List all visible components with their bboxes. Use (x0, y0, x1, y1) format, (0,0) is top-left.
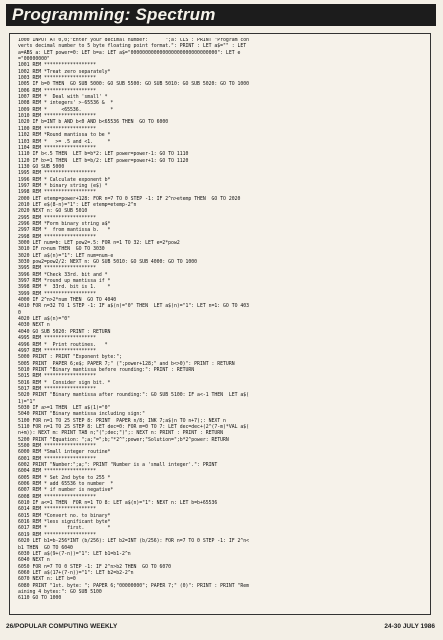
code-line: 6006 REM * add 65536 to number * (18, 482, 114, 488)
code-line: 1001 REM ****************** (18, 63, 96, 69)
code-line: 4997 REM ****************** (18, 348, 96, 354)
code-line: 0 (18, 310, 21, 316)
program-listing (18, 38, 424, 603)
code-line: 4010 FOR n=32 TO 1 STEP -1: IF a$(n)="0" THEN LET a$(n)="1": LET n=1: GO TO 403 (18, 304, 250, 310)
code-line: 6005 REM * Set 2nd byte to 255 * (18, 475, 111, 481)
code-line: 6020 LET b1=b-256*INT (b/256): LET b2=INT (b/256): FOR n=7 TO 0 STEP -1: IF 2^n< (18, 539, 250, 545)
code-line: 1110 IF b<.5 THEN LET b=b*2: LET power=power-1: GO TO 1110 (18, 152, 189, 158)
code-line: 2010 LET e$(8-n)="1": LET etemp=etemp-2^n (18, 202, 137, 208)
code-line: 3010 IF n>num THEN GO TO 3030 (18, 247, 105, 253)
code-line: 5010 PRINT "Binary mantissa before rounding:": PRINT : RETURN (18, 367, 195, 373)
code-line: 1005 IF b=0 THEN GO SUB 5000: GO SUB 5500: GO SUB 5010: GO SUB 5020: GO TO 1000 (18, 82, 250, 88)
code-line: 6000 REM *Small integer routine* (18, 450, 111, 456)
code-line: 5500 REM ****************** (18, 444, 96, 449)
code-line: 1020 IF b=INT b AND b<0 AND b<65536 THEN GO TO 6000 (18, 120, 169, 126)
code-line: 5040 PRINT "Binary mantissa including sign:" (18, 412, 146, 418)
code-line: 2000 LET etemp=power+128: FOR n=7 TO 0 STEP -1: IF 2^n>etemp THEN GO TO 2020 (18, 196, 241, 202)
code-line: 1)="1" (18, 399, 36, 405)
code-line: 6019 REM ****************** (18, 532, 96, 538)
code-line: 3999 REM ****************** (18, 291, 96, 297)
code-line: 6014 REM ****************** (18, 507, 96, 513)
code-line: n+m)): NEXT m: PRINT TAB n;"(";dec;")";: NEXT n: PRINT : PRINT : RETURN (18, 431, 224, 437)
code-line: 2996 REM *Form binary string a$* (18, 221, 111, 227)
code-line: 6050 FOR n=7 TO 0 STEP -1: IF 2^n>b2 THEN GO TO 6070 (18, 564, 172, 570)
code-line: 6004 REM ****************** (18, 469, 96, 475)
code-line: 1995 REM ****************** (18, 171, 96, 177)
code-line: 6010 IF a<=1 THEN FOR n=1 TO 8: LET a$(n)="1": NEXT n: LET b=b+65536 (18, 501, 218, 507)
code-line: 4020 LET a$(n)="0" (18, 317, 70, 323)
code-line: 1009 REM * <65536. * (18, 107, 114, 113)
code-line: 6002 PRINT "Number:";a;": PRINT "Number is a 'small integer'.": PRINT (18, 463, 218, 469)
code-line: 4995 REM ****************** (18, 336, 96, 342)
code-line: 4996 REM * Print routines. * (18, 342, 108, 348)
code-line: 6060 LET a$(17+(7-n))="1": LET b2=b2-2^n (18, 570, 134, 576)
code-line: 6110 GO TO 1000 (18, 596, 62, 602)
code-line: 5017 REM ****************** (18, 386, 96, 392)
code-line: 1104 REM ****************** (18, 145, 96, 151)
code-line: aining 4 bytes:": GO SUB 5100 (18, 589, 102, 595)
footer-publication: 26/POPULAR COMPUTING WEEKLY (6, 623, 118, 630)
code-line: 1997 REM * binary string (e$) * (18, 183, 108, 189)
code-line: 6016 REM *less significant byte* (18, 520, 111, 526)
code-line: 1996 REM * Calculate exponent b* (18, 177, 111, 183)
code-line: 6080 PRINT "1st. byte: "; PAPER 6;"00000000"; PAPER 7;" (0)": PRINT : PRINT "Rem (18, 583, 250, 589)
code-line: 5030 IF a>=1 THEN LET a$(1)="0" (18, 405, 111, 411)
code-line: 1100 REM ****************** (18, 126, 96, 132)
code-line: 5020 PRINT "Binary mantissa after rounding:": GO SUB 5100: IF a<-1 THEN LET a$( (18, 393, 250, 399)
code-line: verts decimal number to 5 byte floating point format.": PRINT : LET a$="" : LET (18, 44, 247, 50)
code-line: ="00000000" (18, 57, 50, 63)
code-line: 3030 pow2=pow2/2: NEXT n: GO SUB 5010: GO SUB 4000: GO TO 1000 (18, 260, 198, 266)
code-line: 1998 REM ****************** (18, 190, 96, 196)
code-line: 6001 REM ****************** (18, 456, 96, 462)
code-line: 1010 REM ****************** (18, 114, 96, 120)
code-line: 1102 REM *Round mantissa to be * (18, 133, 111, 139)
code-line: 5100 FOR n=1 TO 25 STEP 8: PRINT PAPER n/8; INK 7;a$(n TO n+7);: NEXT n (18, 418, 226, 424)
code-line: 2020 NEXT n: GO SUB 5010 (18, 209, 88, 215)
code-line: 2998 REM ****************** (18, 234, 96, 240)
code-line: 3995 REM ****************** (18, 266, 96, 272)
code-line: 1120 IF b>=1 THEN LET b=b/2: LET power=power+1: GO TO 1120 (18, 158, 189, 164)
code-line: 1003 REM ****************** (18, 76, 96, 82)
code-line: 6040 NEXT n (18, 558, 50, 564)
code-line: 2997 REM * from mantissa b. * (18, 228, 111, 234)
code-line: 5110 FOR n=1 TO 25 STEP 8: LET dec=0: FOR m=0 TO 7: LET dec=dec+(2^(7-m)*VAL a$( (18, 424, 250, 430)
code-line: 3996 REM *Check 33rd. bit and * (18, 272, 108, 278)
code-line: b1 THEN GO TO 6040 (18, 545, 73, 551)
code-line: 3998 REM * 33rd. bit is 1. * (18, 285, 111, 291)
code-line: 5016 REM * Consider sign bit. * (18, 380, 111, 386)
code-line: 1008 REM * integers' >-65536 & * (18, 101, 114, 107)
code-line: 6008 REM ****************** (18, 494, 96, 500)
code-line: 6017 REM * first. * (18, 526, 111, 532)
code-line: 4030 NEXT n (18, 323, 50, 329)
code-line: 4000 IF 2^n>2*num THEN GO TO 4040 (18, 298, 117, 304)
code-line: 3997 REM *round up mantissa if * (18, 279, 111, 285)
code-line: 5015 REM ****************** (18, 374, 96, 380)
code-line: 3020 LET a$(n)="1": LET num=num-e (18, 253, 114, 259)
code-line: 4040 GO SUB 5020: PRINT : RETURN (18, 329, 111, 335)
page-header-bar (6, 4, 436, 26)
code-line: 1002 REM *Treat zero separately* (18, 69, 111, 75)
code-line: 1130 GO SUB 5000 (18, 164, 65, 170)
program-listing-box (9, 33, 431, 615)
code-line: 5000 PRINT : PRINT "Exponent byte:"; (18, 355, 122, 361)
code-line: 5005 PRINT PAPER 6;e$; PAPER 7;" (";power+128;" and b<>0)": PRINT : RETURN (18, 361, 235, 367)
code-line: 6007 REM * if number is negative* (18, 488, 114, 494)
code-line: 1000 INPUT AT 0,0;"Enter your decimal number: ";a: CLS : PRINT "Program con (18, 38, 250, 43)
code-line: 6030 LET a$(9+(7-n))="1": LET b1=b1-2^n (18, 551, 131, 557)
page-title: Programming: Spectrum (12, 5, 216, 24)
code-line: 1006 REM ****************** (18, 88, 96, 94)
code-line: 5200 PRINT "Equation: ";a;"=";b;"*2^";power;"Solution=";b*2^power: RETURN (18, 437, 229, 443)
code-line: 1007 REM * Deal with 'small' * (18, 95, 108, 101)
code-line: 6015 REM *Convert no. to binary* (18, 513, 111, 519)
code-line: 6070 NEXT n: LET b=0 (18, 577, 76, 583)
footer-date: 24-30 JULY 1986 (384, 623, 435, 630)
code-line: a=ABS a: LET power=0: LET b=a: LET a$="000000000000000000000000000000": LET e (18, 50, 241, 56)
code-line: 3000 LET num=b: LET pow2=.5: FOR n=1 TO 32: LET e=2*pow2 (18, 241, 180, 246)
code-line: 2995 REM ****************** (18, 215, 96, 221)
code-line: 1103 REM * >= .5 and <1. * (18, 139, 111, 145)
